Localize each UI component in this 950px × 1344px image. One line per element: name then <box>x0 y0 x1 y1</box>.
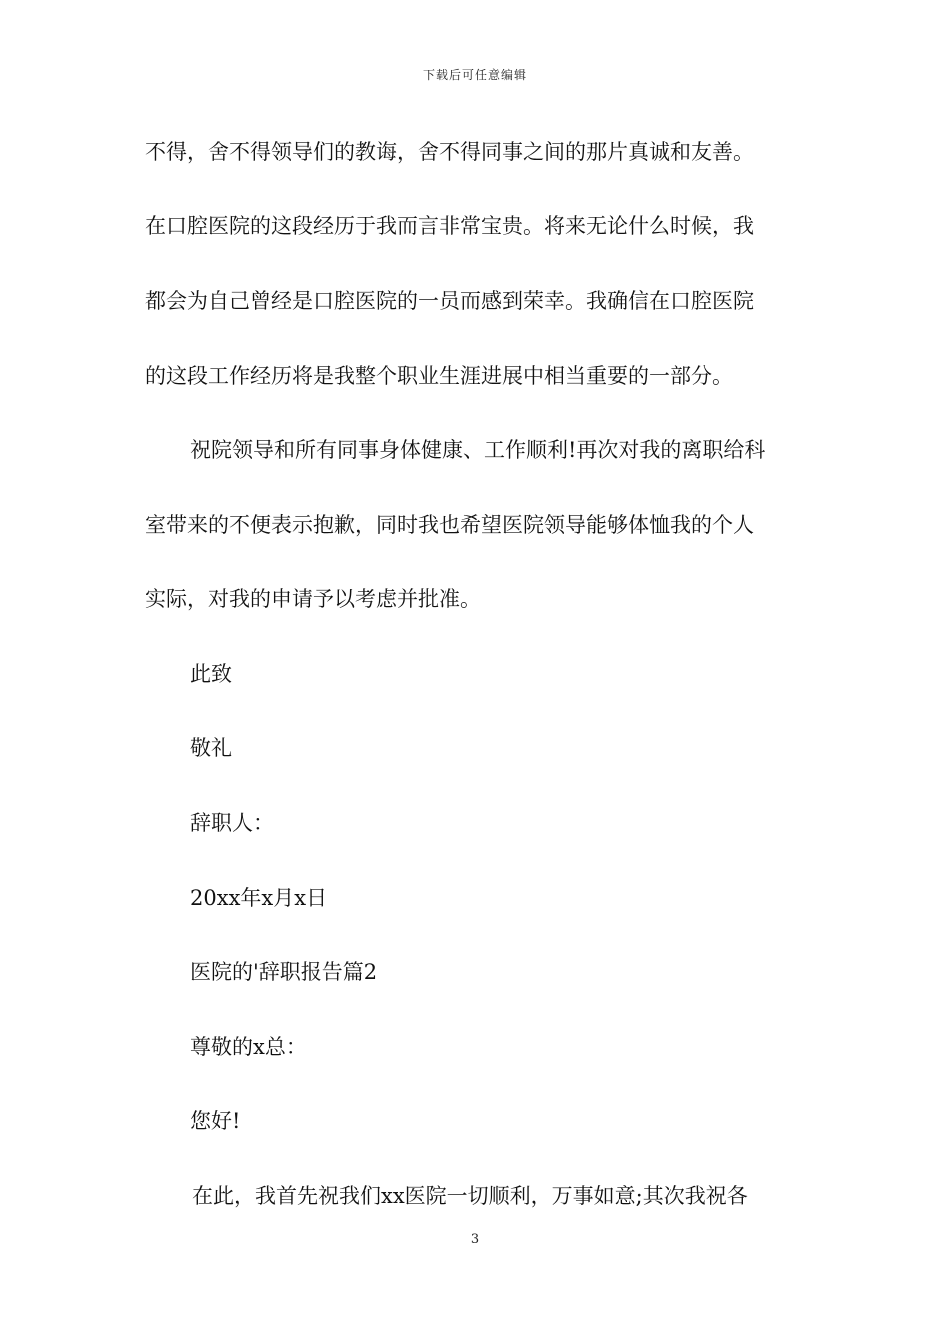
closing-regards: 敬礼 <box>190 736 232 760</box>
closing-salutation: 此致 <box>190 662 232 686</box>
body-line: 都会为自己曾经是口腔医院的一员而感到荣幸。我确信在口腔医院 <box>145 289 754 313</box>
body-line: 在此，我首先祝我们xx医院一切顺利，万事如意;其次我祝各 <box>192 1184 748 1208</box>
body-line: 室带来的不便表示抱歉，同时我也希望医院领导能够体恤我的个人 <box>145 513 754 537</box>
body-line: 祝院领导和所有同事身体健康、工作顺利!再次对我的离职给科 <box>190 438 766 462</box>
date-line: 20xx年x月x日 <box>190 886 328 910</box>
body-line: 的这段工作经历将是我整个职业生涯进展中相当重要的一部分。 <box>145 364 733 388</box>
body-line: 在口腔医院的这段经历于我而言非常宝贵。将来无论什么时候，我 <box>145 214 754 238</box>
section-title: 医院的'辞职报告篇2 <box>190 960 378 984</box>
greeting-line: 您好! <box>190 1109 241 1133</box>
page-number: 3 <box>470 1232 480 1247</box>
page-header-note: 下载后可任意编辑 <box>422 68 527 82</box>
signature-label: 辞职人： <box>190 811 274 835</box>
body-line: 实际，对我的申请予以考虑并批准。 <box>145 587 481 611</box>
recipient-greeting: 尊敬的x总： <box>190 1035 307 1059</box>
body-line: 不得，舍不得领导们的教诲，舍不得同事之间的那片真诚和友善。 <box>145 140 754 164</box>
